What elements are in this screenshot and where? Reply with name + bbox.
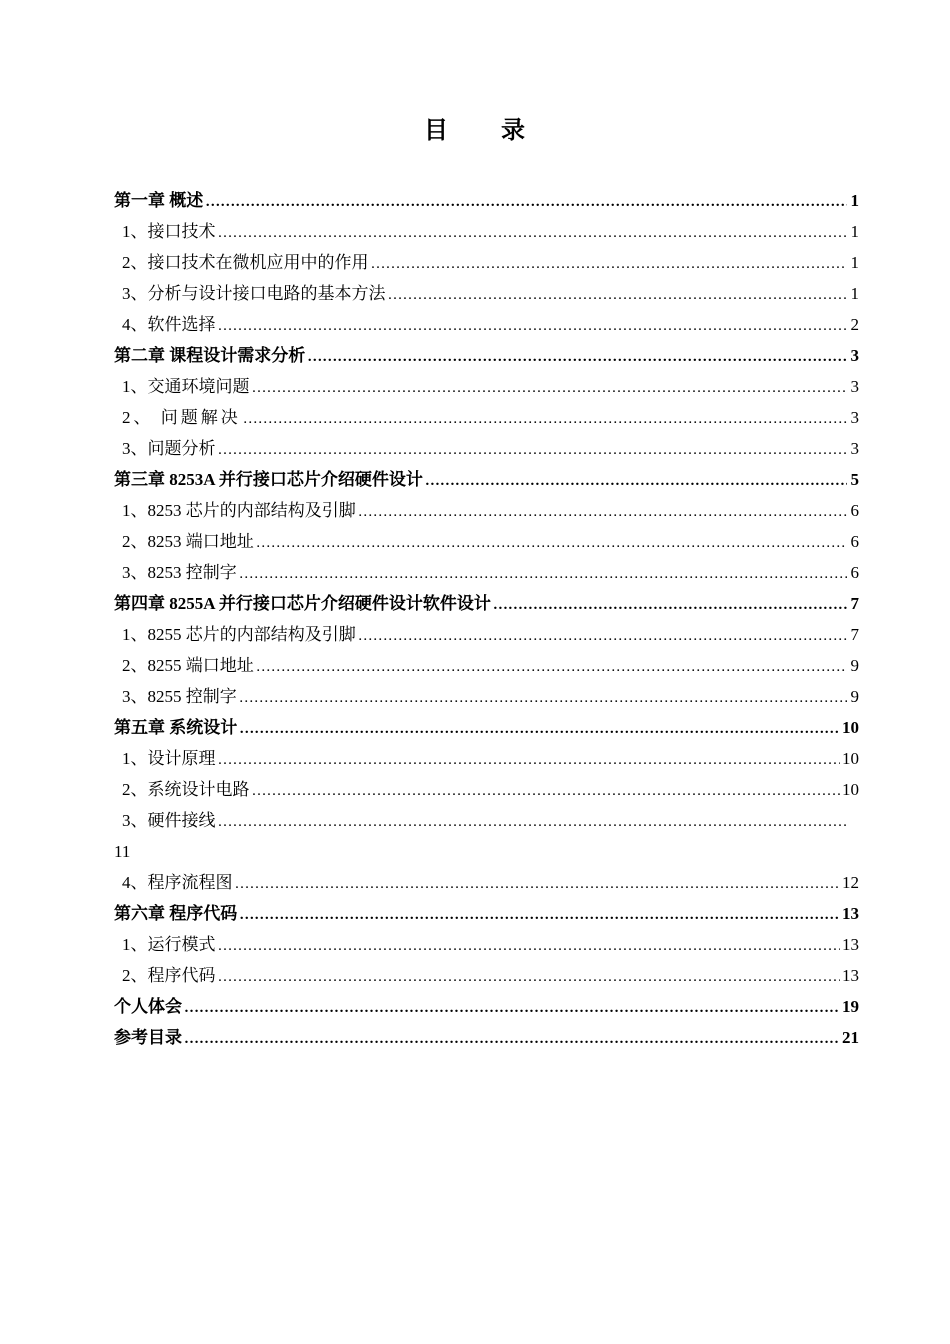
toc-entry-page-number: 3	[850, 439, 859, 458]
dot-leader	[218, 218, 848, 249]
toc-section-entry[interactable]	[114, 960, 859, 991]
dot-leader	[239, 683, 847, 714]
toc-entry-label: 参考目录	[114, 1028, 182, 1047]
toc-section-entry[interactable]	[114, 929, 859, 960]
toc-section-entry[interactable]	[114, 557, 859, 588]
toc-entry-page-number: 10	[842, 780, 859, 799]
toc-entry-label: 第五章 系统设计	[114, 718, 238, 737]
toc-section-entry[interactable]	[114, 309, 859, 340]
dot-leader	[358, 497, 847, 528]
toc-entry-label: 4、程序流程图	[122, 873, 233, 892]
toc-entry-page-number: 13	[842, 935, 859, 954]
toc-chapter-entry[interactable]	[114, 464, 859, 495]
dot-leader	[218, 435, 848, 466]
page-title	[0, 110, 950, 144]
toc-entry-page-number: 9	[850, 687, 859, 706]
dot-leader	[218, 931, 841, 962]
toc-entry-label: 第一章 概述	[114, 191, 204, 210]
toc-section-entry[interactable]	[114, 743, 859, 774]
dot-leader	[218, 745, 841, 776]
toc-entry-label: 1、交通环境问题	[122, 377, 250, 396]
toc-entry-page-number: 1	[850, 284, 859, 303]
toc-wrapped-page-number: 11	[114, 842, 131, 861]
toc-entry-label: 个人体会	[114, 997, 182, 1016]
toc-entry-label: 2、系统设计电路	[122, 780, 250, 799]
dot-leader	[493, 590, 847, 621]
dot-leader	[307, 342, 847, 373]
toc-entry-page-number: 10	[842, 718, 859, 737]
toc-section-entry[interactable]	[114, 495, 859, 526]
toc-entry-page-number: 6	[850, 532, 859, 551]
title-char-left: 目	[424, 118, 449, 144]
toc-chapter-entry[interactable]	[114, 588, 859, 619]
dot-leader	[243, 404, 847, 435]
dot-leader	[371, 249, 848, 280]
toc-entry-page-number: 12	[842, 873, 859, 892]
toc-chapter-entry[interactable]	[114, 185, 859, 216]
toc-entry-page-number: 6	[850, 563, 859, 582]
dot-leader	[239, 559, 847, 590]
dot-leader	[256, 652, 847, 683]
dot-leader	[239, 714, 840, 745]
toc-entry-label: 1、设计原理	[122, 749, 216, 768]
dot-leader	[358, 621, 847, 652]
toc-entry-label: 1、8255 芯片的内部结构及引脚	[122, 625, 356, 644]
toc-chapter-entry[interactable]	[114, 712, 859, 743]
toc-entry-label: 2、8253 端口地址	[122, 532, 254, 551]
toc-section-entry[interactable]	[114, 247, 859, 278]
toc-entry-page-number: 13	[842, 904, 859, 923]
dot-leader	[218, 962, 841, 993]
toc-section-entry[interactable]	[114, 371, 859, 402]
toc-entry-page-number: 7	[850, 625, 859, 644]
toc-entry-label: 第二章 课程设计需求分析	[114, 346, 306, 365]
toc-entry-page-number: 7	[850, 594, 859, 613]
toc-section-entry[interactable]	[114, 867, 859, 898]
dot-leader	[205, 187, 847, 218]
toc-entry-page-number: 3	[850, 408, 859, 427]
toc-entry-page-number: 19	[842, 997, 859, 1016]
toc-entry-page-number: 6	[850, 501, 859, 520]
toc-chapter-entry[interactable]	[114, 898, 859, 929]
toc-section-entry[interactable]	[114, 216, 859, 247]
toc-entry-label: 3、分析与设计接口电路的基本方法	[122, 284, 386, 303]
dot-leader	[256, 528, 847, 559]
dot-leader	[252, 373, 848, 404]
toc-entry-page-number: 1	[850, 222, 859, 241]
dot-leader	[425, 466, 847, 497]
toc-entry-page-number: 3	[850, 377, 859, 396]
dot-leader	[252, 776, 841, 807]
toc-entry-label: 3、问题分析	[122, 439, 216, 458]
toc-section-entry[interactable]	[114, 278, 859, 309]
toc-entry-label: 2、程序代码	[122, 966, 216, 985]
toc-entry-page-number: 9	[850, 656, 859, 675]
dot-leader	[235, 869, 841, 900]
toc-entry-label: 2、接口技术在微机应用中的作用	[122, 253, 369, 272]
toc-entry-label: 1、接口技术	[122, 222, 216, 241]
toc-chapter-entry[interactable]	[114, 991, 859, 1022]
table-of-contents	[114, 185, 859, 1053]
toc-section-entry[interactable]	[114, 402, 859, 433]
toc-entry-page-number: 21	[842, 1028, 859, 1047]
toc-entry-page-number: 1	[850, 191, 859, 210]
toc-entry-label: 3、8255 控制字	[122, 687, 237, 706]
toc-entry-label: 第六章 程序代码	[114, 904, 238, 923]
toc-entry-label: 2、 问题解决	[122, 408, 241, 427]
toc-entry-label: 1、8253 芯片的内部结构及引脚	[122, 501, 356, 520]
toc-entry-label: 1、运行模式	[122, 935, 216, 954]
toc-entry-label: 2、8255 端口地址	[122, 656, 254, 675]
dot-leader	[218, 311, 848, 342]
toc-section-entry[interactable]	[114, 805, 859, 836]
toc-entry-label: 第四章 8255A 并行接口芯片介绍硬件设计软件设计	[114, 594, 491, 613]
toc-section-entry[interactable]	[114, 681, 859, 712]
toc-entry-page-number: 13	[842, 966, 859, 985]
title-char-right: 录	[501, 118, 526, 144]
toc-section-entry[interactable]	[114, 619, 859, 650]
toc-entry-page-number: 3	[850, 346, 859, 365]
toc-entry-page-number: 2	[850, 315, 859, 334]
toc-entry-label: 3、硬件接线	[122, 811, 216, 830]
toc-section-entry[interactable]	[114, 433, 859, 464]
toc-section-entry[interactable]	[114, 650, 859, 681]
toc-section-entry[interactable]	[114, 526, 859, 557]
toc-section-entry[interactable]	[114, 774, 859, 805]
dot-leader	[184, 1024, 840, 1055]
toc-chapter-entry[interactable]	[114, 1022, 859, 1053]
dot-leader	[184, 993, 840, 1024]
toc-entry-label: 3、8253 控制字	[122, 563, 237, 582]
dot-leader	[239, 900, 840, 931]
toc-entry-page-number: 1	[850, 253, 859, 272]
dot-leader	[218, 807, 848, 838]
toc-entry-page-number: 10	[842, 749, 859, 768]
toc-chapter-entry[interactable]	[114, 340, 859, 371]
toc-entry-page-number: 5	[850, 470, 859, 489]
toc-entry-label: 第三章 8253A 并行接口芯片介绍硬件设计	[114, 470, 423, 489]
toc-entry-label: 4、软件选择	[122, 315, 216, 334]
dot-leader	[388, 280, 848, 311]
